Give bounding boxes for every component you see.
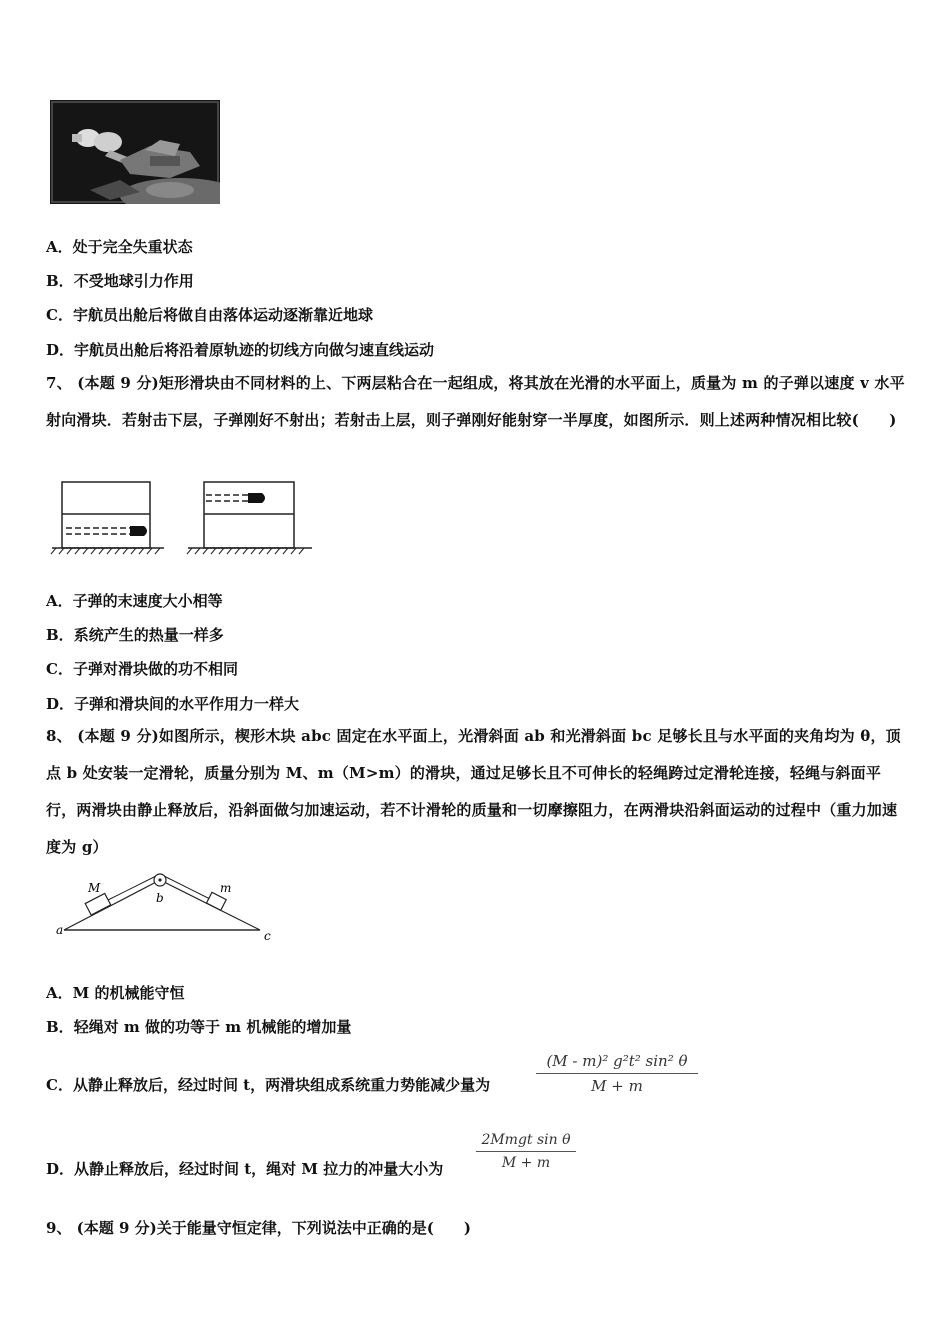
q6-option-a: A．处于完全失重状态: [46, 238, 193, 256]
q9-stem: 9、 (本题 9 分)关于能量守恒定律，下列说法中正确的是( ): [46, 1219, 471, 1237]
q8-option-c: C．从静止释放后，经过时间 t，两滑块组成系统重力势能减少量为: [46, 1076, 491, 1094]
formula-c-denominator: M + m: [591, 1077, 643, 1095]
q6-option-d: D．宇航员出舱后将沿着原轨迹的切线方向做匀速直线运动: [46, 341, 435, 359]
q8-stem: 8、 (本题 9 分)如图所示，楔形木块 abc 固定在水平面上，光滑斜面 ab 和光滑斜面 bc 足够长且与水平面的夹角均为 θ，顶点 b 处安装一定滑轮，质量分别为 M、m（M>m）的滑块，通过足够长且不可伸长的轻绳跨过定滑轮连接，轻绳与斜面平行，两滑块由静止释放后，沿斜面做匀加速运动，若不计滑轮的质量和一切摩擦阻力，在两滑块沿斜面运动的过程中（重力加速度为 g）: [46, 727, 901, 856]
label-b: b: [156, 891, 164, 905]
formula-c-numerator: (M - m)² g²t² sin² θ: [536, 1052, 698, 1074]
formula-d: [476, 1132, 576, 1171]
label-m: m: [220, 881, 232, 895]
label-M: M: [88, 881, 101, 895]
q6-option-b: B．不受地球引力作用: [46, 272, 194, 290]
formula-d-denominator: M + m: [501, 1155, 551, 1171]
bullet-block-diagram: [46, 476, 316, 556]
q7-figure: [46, 476, 316, 556]
formula-d-numerator: 2Mmgt sin θ: [476, 1132, 576, 1152]
formula-c: [536, 1052, 698, 1095]
q8-option-d: D．从静止释放后，经过时间 t，绳对 M 拉力的冲量大小为: [46, 1160, 444, 1178]
q7-option-c: C．子弹对滑块做的功不相同: [46, 660, 238, 678]
astronaut-photo: [50, 100, 220, 204]
q7-option-d: D．子弹和滑块间的水平作用力一样大: [46, 695, 300, 713]
astronaut-image: [50, 100, 220, 204]
q8-figure: [50, 868, 280, 948]
q7-option-b: B．系统产生的热量一样多: [46, 626, 224, 644]
q6-option-c: C．宇航员出舱后将做自由落体运动逐渐靠近地球: [46, 306, 373, 324]
q7-option-a: A．子弹的末速度大小相等: [46, 592, 223, 610]
wedge-pulley-diagram: [50, 868, 280, 948]
q8-option-b: B．轻绳对 m 做的功等于 m 机械能的增加量: [46, 1018, 352, 1036]
label-c: c: [264, 929, 271, 943]
q8-option-a: A．M 的机械能守恒: [46, 984, 185, 1002]
q7-stem: 7、 (本题 9 分)矩形滑块由不同材料的上、下两层粘合在一起组成，将其放在光滑的水平面上，质量为 m 的子弹以速度 v 水平射向滑块．若射击下层，子弹刚好不射出；若射击上层，则子弹刚好能射穿一半厚度，如图所示．则上述两种情况相比较( ): [46, 374, 905, 429]
label-a: a: [56, 923, 64, 937]
